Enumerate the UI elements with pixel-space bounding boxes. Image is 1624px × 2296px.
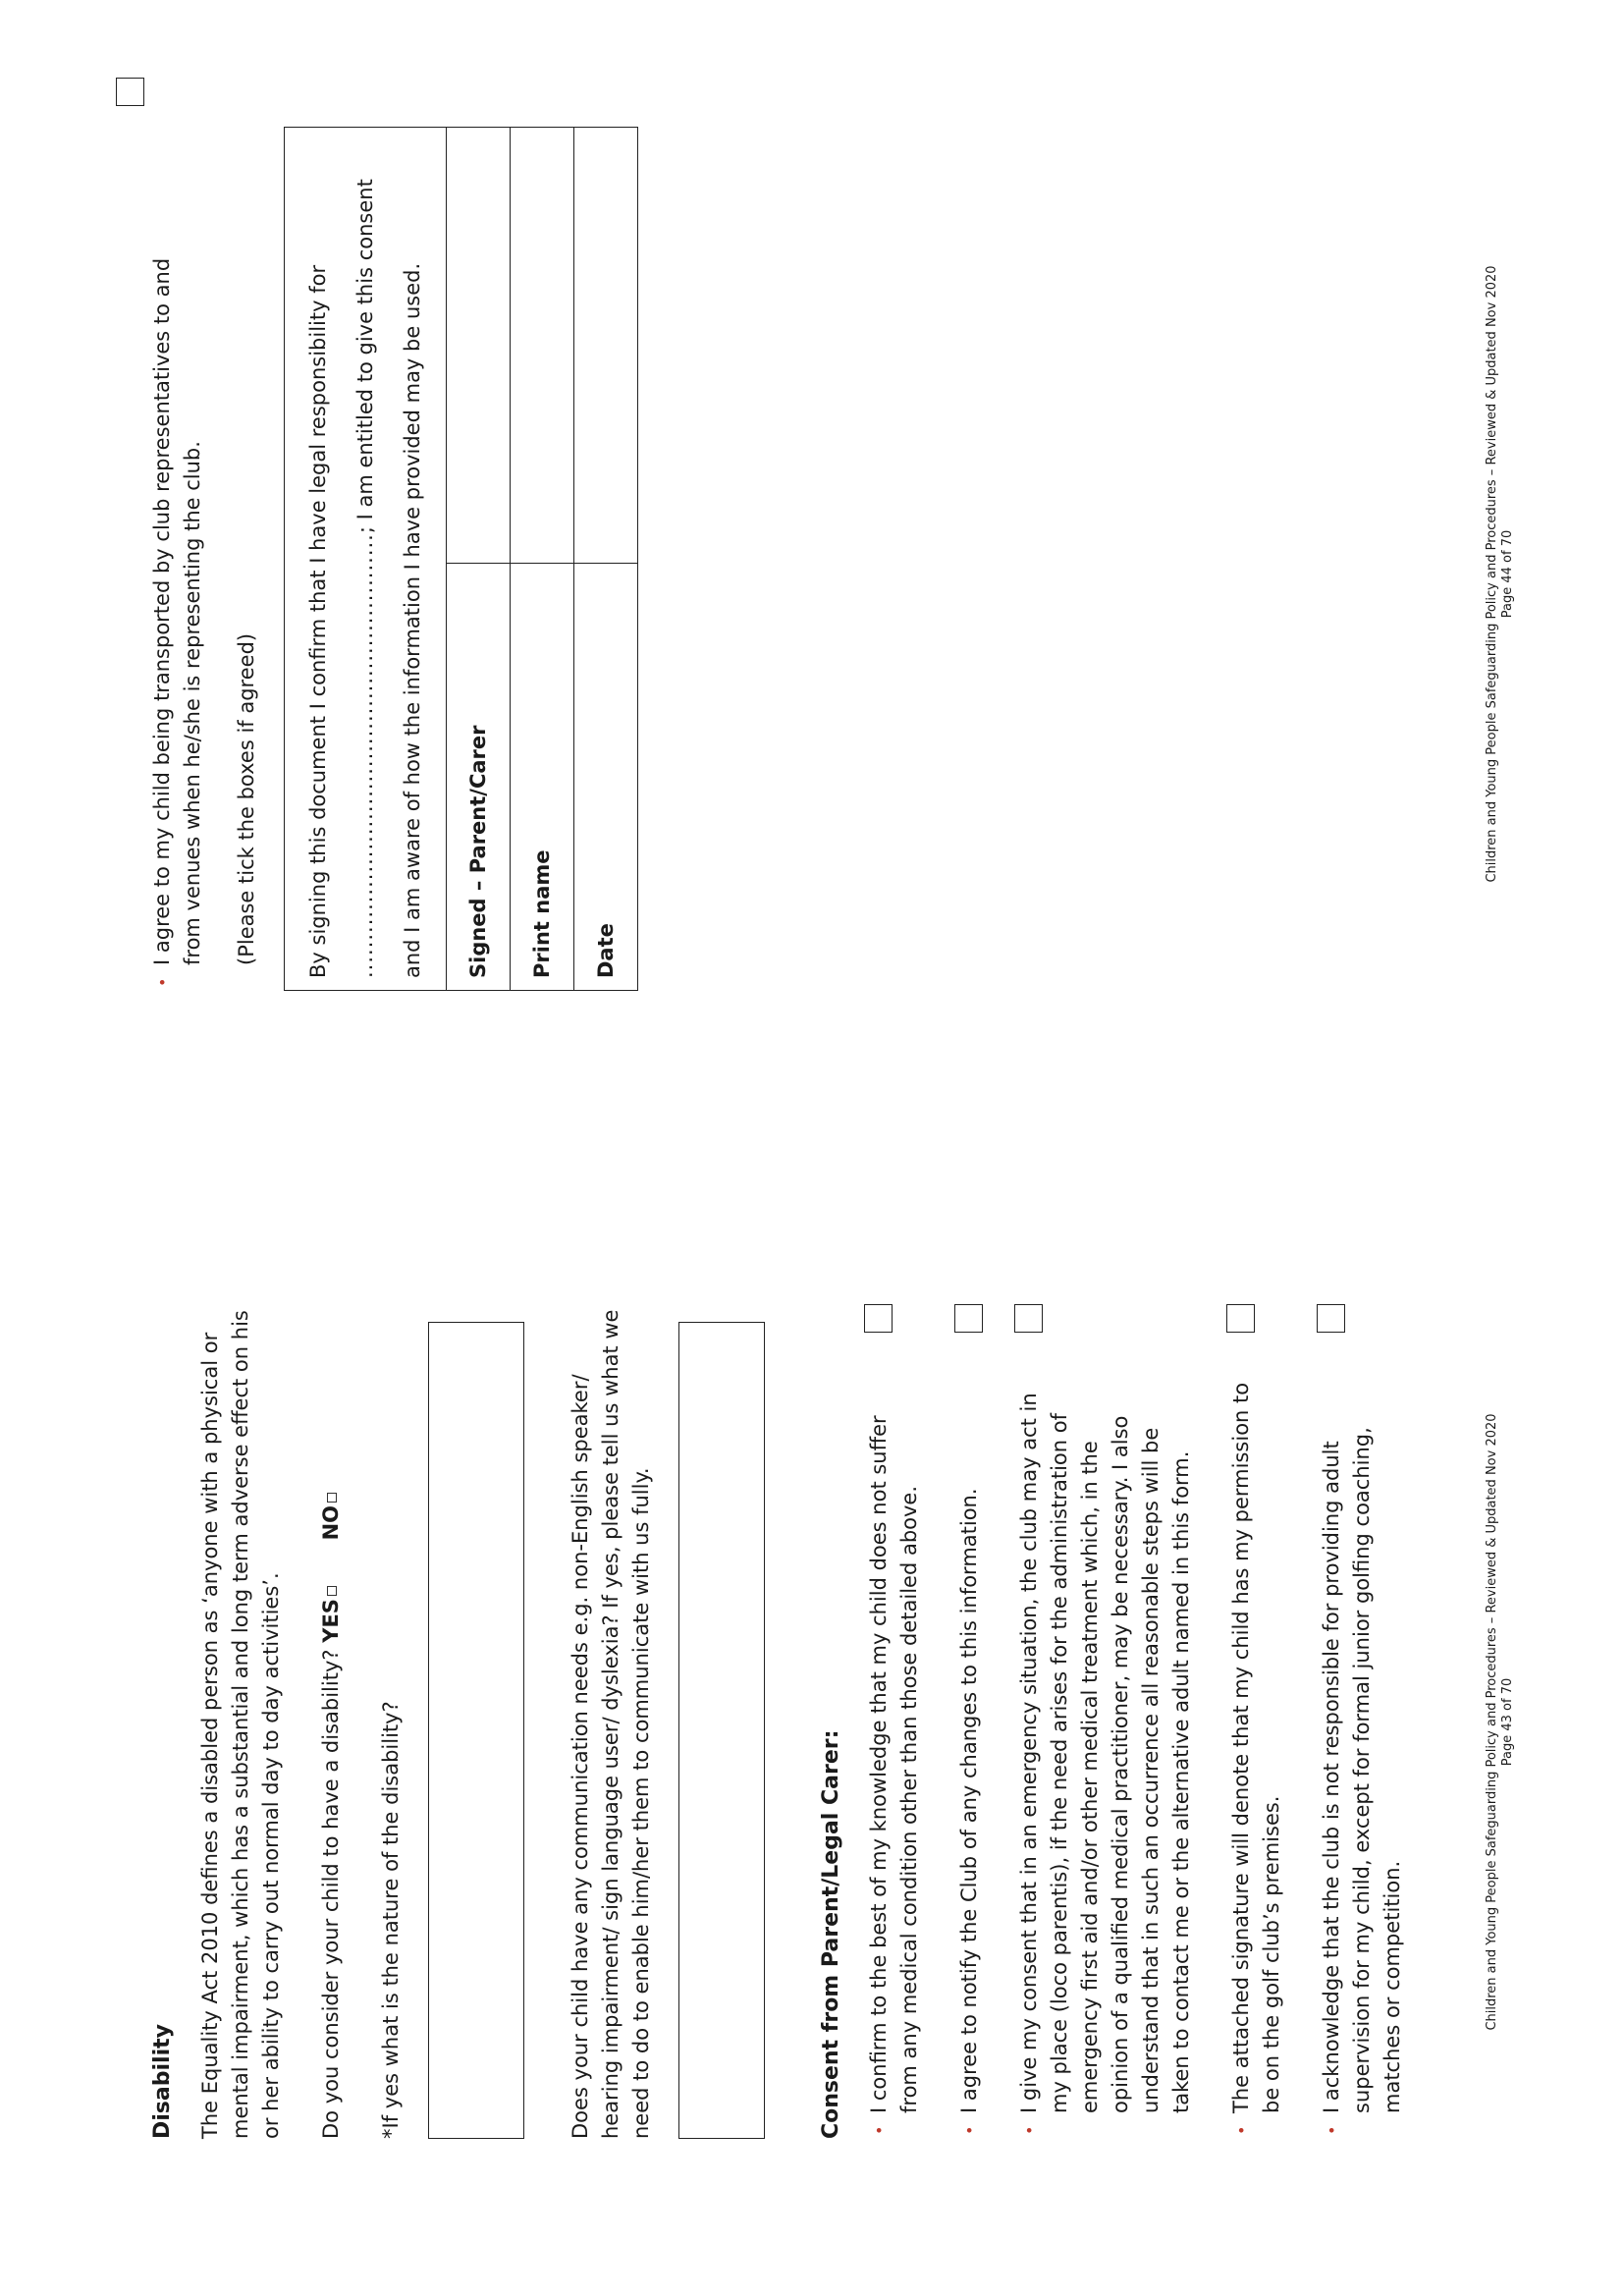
page-44-footer <box>1485 0 1516 1148</box>
nature-question: *If yes what is the nature of the disability? <box>379 1701 403 2139</box>
bullet-icon: • <box>1323 2125 1341 2135</box>
yes-checkbox[interactable] <box>327 1586 337 1596</box>
consent-checkbox[interactable] <box>954 1304 983 1333</box>
footer-page-number: Page 43 of 70 <box>1500 1677 1515 1767</box>
signing-statement-part1: By signing this document I confirm that I have legal responsibility for <box>306 264 330 978</box>
signature-field[interactable] <box>447 128 511 564</box>
page-43-footer <box>1485 1148 1516 2296</box>
signature-table <box>284 127 638 991</box>
consent-item <box>1226 1304 1287 2139</box>
print-name-field[interactable] <box>511 128 574 564</box>
signed-label: Signed – Parent/Carer <box>447 564 511 991</box>
consent-checkbox[interactable] <box>1226 1304 1255 1333</box>
signing-statement-part2: ; I am entitled to give this consent and I am aware of how the information I have provided may be used. <box>353 179 424 978</box>
consent-checkbox[interactable] <box>1317 1304 1345 1333</box>
transport-consent-text: I agree to my child being transported by club representatives to and from venues when he/she is representing the club. <box>150 257 204 965</box>
consent-list <box>864 1304 1408 2139</box>
consent-item-text: I agree to notify the Club of any changes to this information. <box>957 1488 981 2113</box>
date-label: Date <box>574 564 638 991</box>
bullet-icon: • <box>153 977 172 987</box>
bullet-icon: • <box>1232 2125 1251 2135</box>
consent-item-text: I give my consent that in an emergency situation, the club may act in my place (loco parentis), if the need arises for the administration of emergency first aid and/or other medical treatment which, in the opinion of a qualified medical practitioner, may be necessary. I also understand that in such an occurrence all reasonable steps will be taken to contact me or the alternative adult named in this form. <box>1017 1393 1193 2113</box>
print-name-label: Print name <box>511 564 574 991</box>
consent-item-text: The attached signature will denote that my child has my permission to be on the golf club’s premises. <box>1229 1382 1283 2113</box>
bullet-icon: • <box>1020 2125 1039 2135</box>
transport-consent-item <box>147 78 208 991</box>
transport-list <box>147 78 208 991</box>
child-name-field[interactable]: ........................................................... <box>353 533 377 978</box>
consent-item <box>1317 1304 1408 2139</box>
disability-question: Do you consider your child to have a disability? <box>319 1649 343 2139</box>
page-43 <box>0 1148 1624 2296</box>
disability-heading: Disability <box>150 2024 175 2139</box>
tick-note: (Please tick the boxes if agreed) <box>235 632 258 965</box>
bullet-icon: • <box>960 2125 979 2135</box>
consent-item <box>1014 1304 1197 2139</box>
transport-checkbox[interactable] <box>116 78 144 106</box>
communication-question: Does your child have any communication needs e.g. non-English speaker/ hearing impairment/ sign language user/ dyslexia? If yes, please tell us what we need to do to enable him/her them to communicate with us fully. <box>568 1309 653 2139</box>
footer-page-number: Page 44 of 70 <box>1500 529 1515 619</box>
disability-question-row <box>316 1304 347 2139</box>
consent-item <box>954 1304 985 2139</box>
page-43-content <box>147 1304 1437 2139</box>
date-field[interactable] <box>574 128 638 564</box>
bullet-icon: • <box>870 2125 889 2135</box>
consent-checkbox[interactable] <box>864 1304 893 1333</box>
signing-statement <box>285 128 447 991</box>
consent-item-text: I acknowledge that the club is not responsible for providing adult supervision for my child, except for formal junior golfing coaching, matches or competition. <box>1320 1427 1404 2113</box>
communication-needs-field[interactable] <box>678 1322 765 2139</box>
consent-heading: Consent from Parent/Legal Carer: <box>819 1729 843 2139</box>
yes-label: YES <box>319 1599 343 1643</box>
no-checkbox[interactable] <box>327 1493 337 1503</box>
consent-item <box>864 1304 925 2139</box>
equality-act-text: The Equality Act 2010 defines a disabled person as ‘anyone with a physical or mental impairment, which has a substantial and long term adverse effect on his or her ability to carry out normal day to day activities’. <box>198 1310 283 2139</box>
page-44-content <box>147 78 638 991</box>
footer-title: Children and Young People Safeguarding Policy and Procedures – Reviewed & Updated Nov 2020 <box>1485 265 1499 883</box>
consent-item-text: I confirm to the best of my knowledge that my child does not suffer from any medical condition other than those detailed above. <box>867 1415 921 2113</box>
disability-nature-field[interactable] <box>428 1322 524 2139</box>
consent-checkbox[interactable] <box>1014 1304 1043 1333</box>
no-label: NO <box>319 1504 343 1541</box>
footer-title: Children and Young People Safeguarding Policy and Procedures – Reviewed & Updated Nov 2020 <box>1485 1413 1499 2031</box>
